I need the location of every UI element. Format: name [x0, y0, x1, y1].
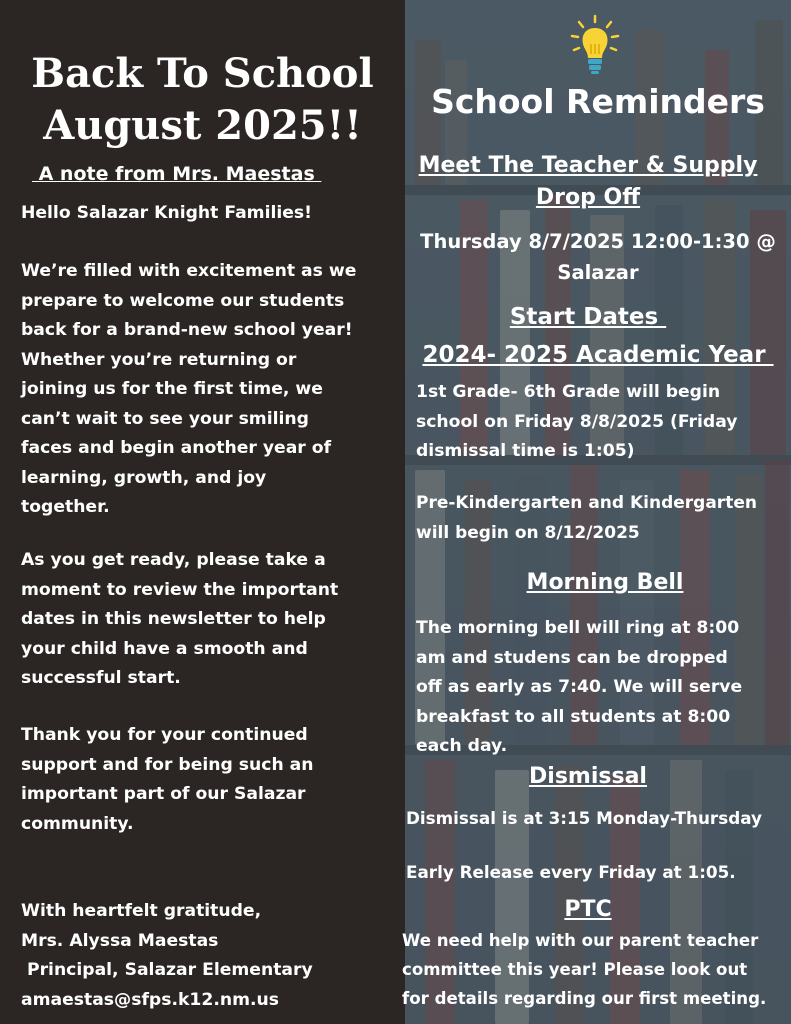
- morning-bell-text: The morning bell will ring at 8:00 am and studens can be dropped off as early as 7:40. We will serve breakfast to all students at 8:00 each day.: [416, 618, 743, 756]
- signature-block: [21, 897, 393, 1015]
- email[interactable]: amaestas@sfps.k12.nm.us: [21, 989, 280, 1010]
- paragraph-thanks: Thank you for your continued support and for being such an important part of our Salazar community.: [21, 725, 314, 834]
- meet-teacher-heading: Meet The Teacher & Supply Drop Off: [418, 153, 758, 210]
- paragraph-review: As you get ready, please take a moment to review the important dates in this newsletter to help your child have a smooth and successful start.: [21, 550, 339, 688]
- signature-name: Mrs. Alyssa Maestas: [21, 930, 219, 951]
- note-heading: A note from Mrs. Maestas: [32, 163, 322, 185]
- greeting-text: Hello Salazar Knight Families!: [21, 203, 312, 223]
- reminders-title: School Reminders: [431, 82, 765, 121]
- ptc-heading: PTC: [564, 897, 612, 922]
- academic-year-heading: 2024- 2025 Academic Year: [422, 342, 774, 368]
- early-release-text: Early Release every Friday at 1:05.: [406, 862, 736, 882]
- ptc-text: We need help with our parent teacher committee this year! Please look out for details regarding our first meeting.: [402, 931, 767, 1008]
- dismissal-text: Dismissal is at 3:15 Monday-Thursday: [406, 808, 762, 828]
- main-title-line2: August 2025!!: [43, 102, 362, 149]
- meet-teacher-text: Thursday 8/7/2025 12:00-1:30 @ Salazar: [420, 230, 776, 284]
- greeting: [21, 199, 393, 229]
- morning-bell-heading: Morning Bell: [526, 570, 684, 595]
- lightbulb-icon: [570, 14, 620, 76]
- start-dates-grades: 1st Grade- 6th Grade will begin school on Friday 8/8/2025 (Friday dismissal time is 1:05): [416, 382, 738, 461]
- dismissal-heading: Dismissal: [529, 764, 647, 789]
- start-dates-heading: Start Dates: [509, 304, 667, 330]
- start-dates-prek: Pre-Kindergarten and Kindergarten will begin on 8/12/2025: [416, 493, 757, 543]
- main-title-line1: Back To School: [31, 50, 374, 97]
- closing: With heartfelt gratitude,: [21, 901, 262, 921]
- paragraph-welcome: We’re filled with excitement as we prepare to welcome our students back for a brand-new school year! Whether you’re returning or joining us for the first time, we can’t wait to see your smiling faces and begin another year of learning, growth, and joy together.: [21, 261, 357, 517]
- signature-title: Principal, Salazar Elementary: [21, 960, 313, 980]
